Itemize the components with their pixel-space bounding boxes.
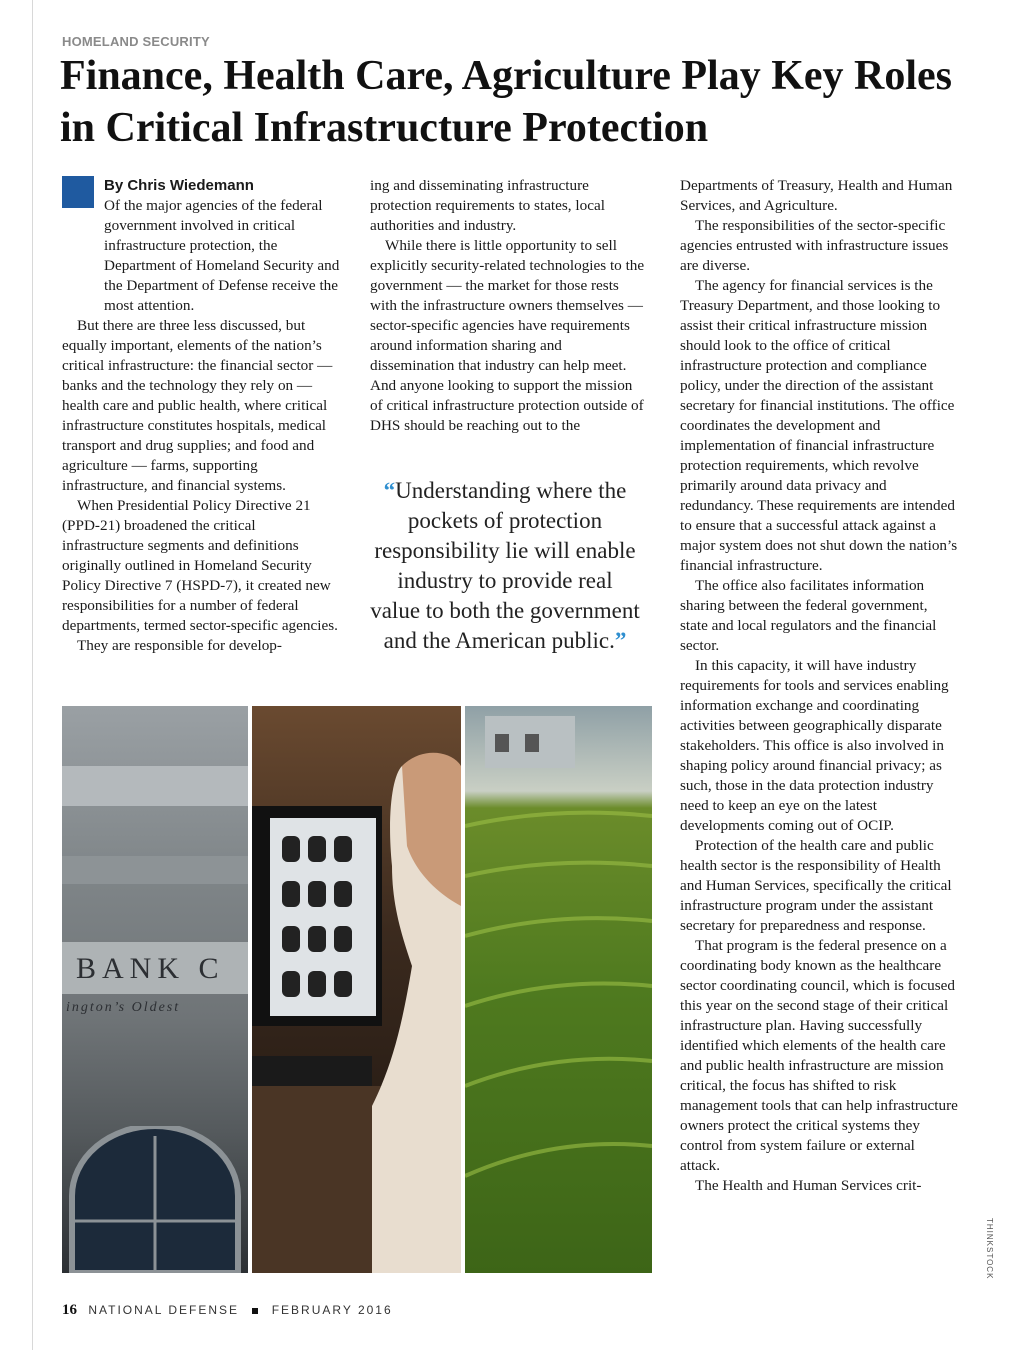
paragraph: The responsibilities of the sector-specific agencies entrusted with infrastructure issues are diverse. xyxy=(680,217,949,274)
stone-frieze xyxy=(62,856,248,884)
paragraph: That program is the federal presence on a coordinating body known as the healthcare sector coordinating council, which is focused this year on the second stage of their critical infrastructure plan. Having successfully identified which elements of the health care and public health infrastructure are mission critical, the focus has shifted to risk management tools that can help infrastructure owners protect the critical systems they control from system failure or external attack. xyxy=(680,937,958,1174)
photo-credit: THINKSTOCK xyxy=(985,1218,994,1280)
separator-square-icon xyxy=(252,1308,258,1314)
paragraph: Departments of Treasury, Health and Human Services, and Agriculture. xyxy=(680,177,953,214)
bank-building-photo xyxy=(62,706,248,1273)
page-margin-rule xyxy=(32,0,33,1350)
paragraph: ing and disseminating infrastructure protection requirements to states, local authorities and industry. xyxy=(370,177,605,234)
close-quote-mark: ” xyxy=(614,628,627,653)
bank-subsign-text: ington’s Oldest xyxy=(66,1000,181,1015)
issue-date: FEBRUARY 2016 xyxy=(271,1303,393,1317)
paragraph: But there are three less discussed, but equally important, elements of the nation’s critical infrastructure: the financial sector — banks and the technology they rely on — health care and public health, where critical infrastructure constitutes hospitals, medical transport and drug supplies; and food and agriculture — farms, supporting infrastructure, and financial systems. xyxy=(62,317,333,494)
publication-name: NATIONAL DEFENSE xyxy=(88,1303,240,1317)
paragraph: Of the major agencies of the federal government involved in critical infrastructure protection, the Department of Homeland Security and the Department of Defense receive the most attention. xyxy=(104,197,340,314)
paragraph: The Health and Human Services crit- xyxy=(695,1177,922,1194)
paragraph: They are responsible for develop- xyxy=(77,637,282,654)
page-footer xyxy=(62,1302,393,1319)
pull-quote-text: Understanding where the pockets of protection responsibility lie will enable industry to provide real value to both the government and the American public. xyxy=(370,478,640,653)
stone-cornice xyxy=(62,766,248,806)
monitor-illustration xyxy=(252,706,461,1273)
arched-window-icon xyxy=(62,1126,248,1273)
paragraph: While there is little opportunity to sell explicitly security-related technologies to the government — the market for those rests with the infrastructure owners themselves — sector-specific agencies have requirements around information sharing and dissemination that industry can help meet. And anyone looking to support the mission of critical infrastructure protection outside of DHS should be reaching out to the xyxy=(370,237,645,434)
crop-field-photo xyxy=(465,706,652,1273)
paragraph: When Presidential Policy Directive 21 (PPD-21) broadened the critical infrastructure segments and definitions originally outlined in Homeland Security Policy Directive 7 (HSPD-7), it created new responsibilities for a number of federal departments, termed sector-specific agencies. xyxy=(62,497,338,634)
pull-quote xyxy=(370,476,640,656)
byline-row xyxy=(62,176,340,196)
article-column-3 xyxy=(680,176,958,1196)
byline: By Chris Wiedemann xyxy=(104,177,254,194)
bank-sign-text: BANK C xyxy=(76,952,225,985)
paragraph: Protection of the health care and public health sector is the responsibility of Health and Human Services, specifically the critical infrastructure program under the assistant secretary for preparedness and response. xyxy=(680,837,952,934)
section-label: HOMELAND SECURITY xyxy=(62,34,210,49)
paragraph: In this capacity, it will have industry requirements for tools and services enabling information exchange and coordinating activities between geographically disparate stakeholders. This office is also involved in shaping policy around financial privacy; as such, those in the data protection industry need to keep an eye on the latest developments coming out of OCIP. xyxy=(680,657,949,834)
article-headline: Finance, Health Care, Agriculture Play Key Roles in Critical Infrastructure Protection xyxy=(60,53,952,151)
open-quote-mark: “ xyxy=(383,478,396,503)
paragraph: The agency for financial services is the Treasury Department, and those looking to assist their critical infrastructure mission should look to the office of critical infrastructure protection and compliance policy, under the direction of the assistant secretary for financial institutions. The office coordinates the development and implementation of financial infrastructure protection requirements, which revolve primarily around data privacy and redundancy. These requirements are intended to ensure that a successful attack against a major system does not shut down the nation’s financial infrastructure. xyxy=(680,277,958,574)
paragraph: The office also facilitates information sharing between the federal government, state and local regulators and the financial sector. xyxy=(680,577,937,654)
photo-collage xyxy=(62,706,652,1273)
medical-imaging-photo xyxy=(252,706,461,1273)
farm-illustration xyxy=(465,706,652,1273)
article-column-1 xyxy=(62,176,340,656)
article-column-2 xyxy=(370,176,648,436)
page-number: 16 xyxy=(62,1302,77,1318)
